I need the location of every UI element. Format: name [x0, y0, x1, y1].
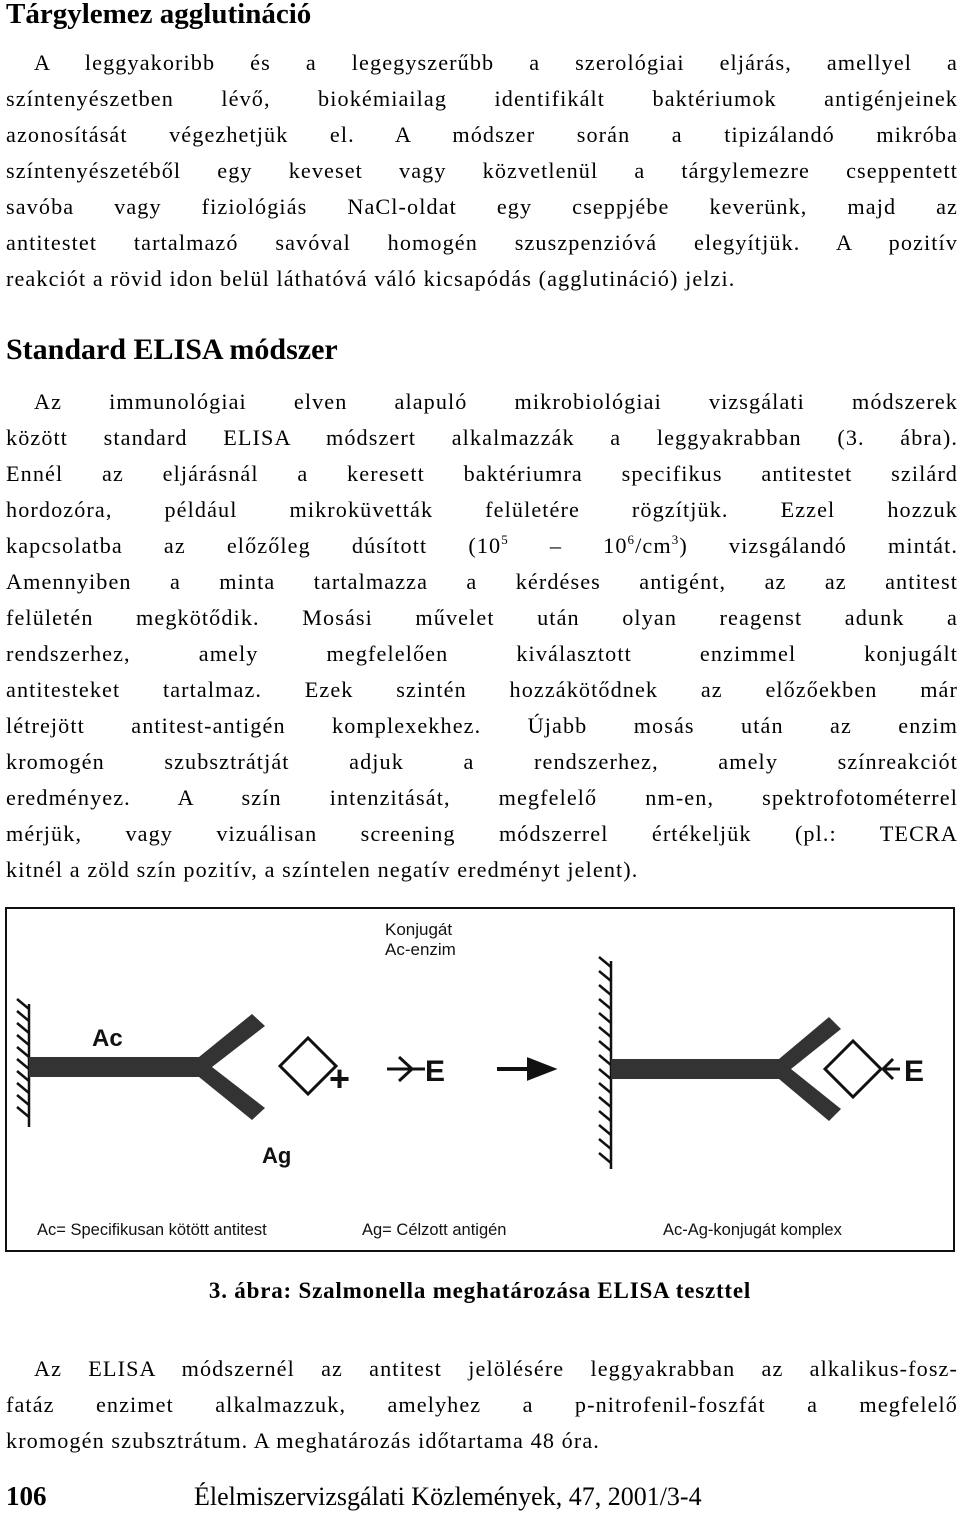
text-line: A leggyakoribb és a legegyszerűbb a szerológiai eljárás, amellyel a [34, 50, 958, 75]
text-line: kromogén szubsztrátját adjuk a rendszerhez, amely színreakciót [6, 749, 958, 774]
text-line: rendszerhez, amely megfelelően kiválasztott enzimmel konjugált [6, 641, 958, 666]
figure-caption: 3. ábra: Szalmonella meghatározása ELISA teszttel [208, 1278, 752, 1303]
text-line: antitestet tartalmazó savóval homogén szuszpenzióvá elegyítjük. A pozitív [6, 230, 958, 255]
enzyme-conjugate-antibody [387, 1057, 425, 1081]
text-line: eredményez. A szín intenzitását, megfelelő nm-en, spektrofotométerrel [6, 785, 958, 810]
text-line: Ennél az eljárásnál a keresett baktériumra specifikus antitestet szilárd [6, 461, 958, 486]
legend-complex: Ac-Ag-konjugát komplex [663, 1221, 842, 1239]
paragraph-agglutination [6, 45, 958, 297]
antibody-left [29, 1014, 265, 1120]
label-ac-enzim: Ac-enzim [385, 940, 456, 959]
text-line: savóba vagy fiziológiás NaCl-oldat egy cseppjébe keverünk, majd az [6, 194, 958, 219]
text-line: Az ELISA módszernél az antitest jelölésére leggyakrabban az alkalikus-fosz- [34, 1356, 958, 1381]
elisa-diagram [7, 909, 952, 1249]
text-line: között standard ELISA módszert alkalmazzák a leggyakrabban (3. ábra). [6, 425, 958, 450]
text-line: létrejött antitest-antigén komplexekhez. Újabb mosás után az enzim [6, 713, 958, 738]
journal-reference: Élelmiszervizsgálati Közlemények, 47, 2001/3-4 [194, 1482, 702, 1511]
superscript: 3 [671, 532, 680, 547]
section-heading-elisa: Standard ELISA módszer [6, 333, 338, 366]
page-number: 106 [6, 1481, 47, 1511]
superscript: 6 [627, 532, 636, 547]
text-line: színtenyészetben lévő, biokémiailag identifikált baktériumok antigénjeinek [6, 86, 958, 111]
text-line: mérjük, vagy vizuálisan screening módszerrel értékeljük (pl.: TECRA [6, 821, 958, 846]
text-line: hordozóra, például mikroküvetták felületére rögzítjük. Ezzel hozzuk [6, 497, 958, 522]
text-line: kitnél a zöld szín pozitív, a színtelen negatív eredményt jelent). [6, 857, 639, 882]
label-enzyme-e: E [425, 1055, 446, 1088]
plus-sign: + [329, 1058, 351, 1099]
section-heading-agglutination: Tárgylemez agglutináció [6, 0, 312, 30]
label-konjugat: Konjugát [385, 920, 453, 939]
text-line: színtenyészetéből egy keveset vagy közvetlenül a tárgylemezre cseppentett [6, 158, 958, 183]
paragraph-closing [6, 1351, 958, 1459]
label-ac: Ac [92, 1025, 123, 1052]
legend-ac: Ac= Specifikusan kötött antitest [37, 1221, 267, 1239]
antibody-right [611, 1017, 841, 1121]
bound-antigen-diamond [825, 1041, 881, 1097]
text-line: kromogén szubsztrátum. A meghatározás időtartama 48 óra. [6, 1428, 600, 1453]
text-line: felületén megkötődik. Mosási művelet után olyan reagenst adunk a [6, 605, 958, 630]
text-line: reakciót a rövid idon belül láthatóvá váló kicsapódás (agglutináció) jelzi. [6, 266, 736, 291]
text-line: Amennyiben a minta tartalmazza a kérdéses antigént, az az antitest [6, 569, 958, 594]
text-line-with-superscripts: kapcsolatba az előzőleg dúsított $(10^5 - 10^6/cm^3)$ vizsgálandó mintát. [6, 532, 958, 558]
text-line: Az immunológiai elven alapuló mikrobiológiai vizsgálati módszerek [34, 389, 958, 414]
label-ag: Ag [262, 1143, 292, 1168]
solid-support-surface-left [17, 999, 29, 1127]
solid-support-surface-right [599, 957, 611, 1169]
antigen-diamond [280, 1038, 336, 1094]
elisa-diagram-figure [5, 907, 955, 1252]
text-line: fatáz enzimet alkalmazzuk, amelyhez a p-nitrofenil-foszfát a megfelelő [6, 1392, 958, 1417]
text-line: azonosítását végezhetjük el. A módszer során a tipizálandó mikróba [6, 122, 958, 147]
paragraph-elisa [6, 384, 958, 888]
label-enzyme-e-complex: E [904, 1055, 925, 1088]
reaction-arrow [497, 1060, 552, 1078]
superscript: 5 [501, 532, 509, 547]
bound-enzyme-conjugate [883, 1059, 900, 1079]
text-line: antitesteket tartalmaz. Ezek szintén hozzákötődnek az előzőekben már [6, 677, 958, 702]
legend-ag: Ag= Célzott antigén [362, 1221, 507, 1239]
